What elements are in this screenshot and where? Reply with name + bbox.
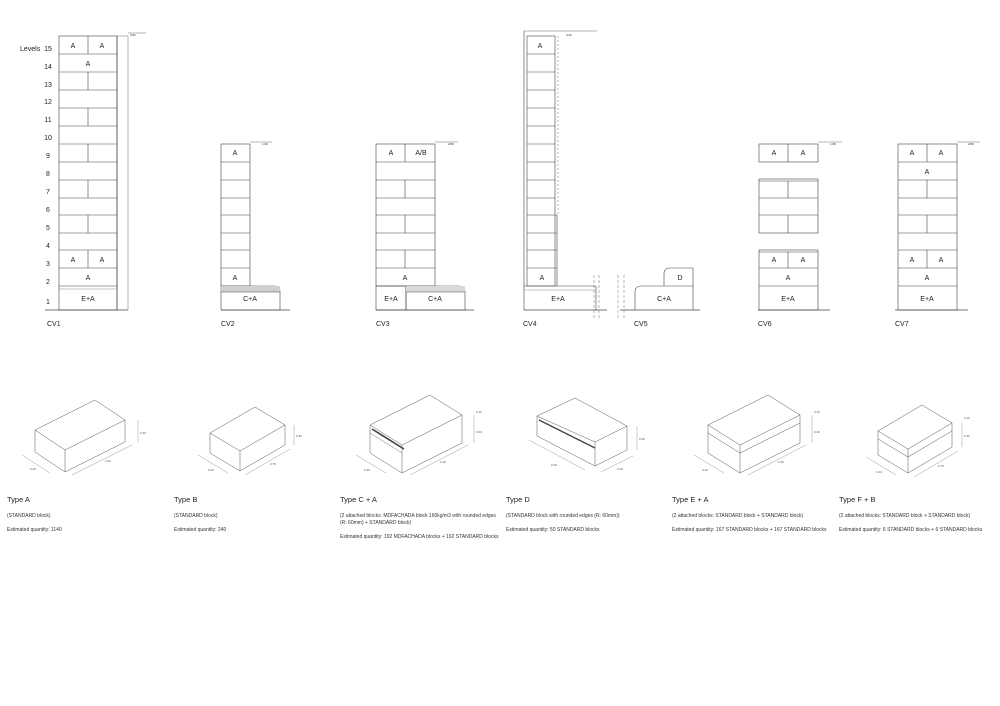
dimension-label: 0.40 [876, 470, 882, 474]
block-type-title: Type D [506, 495, 530, 504]
dimension-label: 0.30 [296, 434, 302, 438]
cell-label: A [85, 275, 91, 282]
elevation-drawing [0, 0, 1000, 340]
dimension-label: 0.10 [814, 410, 820, 414]
block-ea-drawing [678, 385, 828, 480]
cell-label: A [232, 275, 238, 282]
cell-label: A [924, 275, 930, 282]
cell-label: C+A [657, 296, 671, 303]
column-label: CV7 [895, 321, 909, 328]
cell-label: A [785, 275, 791, 282]
block-type-description: (2 attached blocks: STANDARD block + STANDARD block) [839, 513, 971, 519]
column-label: CV4 [523, 321, 537, 328]
level-number: 1 [46, 299, 50, 306]
cell-label: E+A [81, 296, 95, 303]
dimension-label: 0.40 [364, 468, 370, 472]
dimension-label: 0.40 [30, 467, 36, 471]
dimension-label: 0.10 [964, 416, 970, 420]
level-number: 9 [46, 153, 50, 160]
block-type-quantity: Estimated quantity: 6 STANDARD blocks + 6 STANDARD blocks [839, 527, 983, 533]
column-label: CV1 [47, 321, 61, 328]
block-fb-drawing [860, 395, 980, 480]
cell-label: A [99, 257, 105, 264]
cell-label: A [232, 150, 238, 157]
dimension-label: 0.75 [270, 462, 276, 466]
block-type-description: (2 attached blocks: MDFACHADA block 160kg/m3 with rounded edges (R: 60mm) + STANDARD block) [340, 513, 496, 526]
cell-label: A [938, 150, 944, 157]
cell-label: A [537, 43, 543, 50]
block-b-drawing [190, 395, 310, 480]
block-d-drawing [515, 390, 655, 480]
cell-label: A [99, 43, 105, 50]
column-cv2 [221, 142, 290, 310]
block-type-title: Type E + A [672, 495, 709, 504]
cell-label: A [924, 169, 930, 176]
level-number: 8 [46, 171, 50, 178]
dimension-label: 0.30 [964, 434, 970, 438]
level-number: 2 [46, 279, 50, 286]
top-marker: 2.80 [968, 142, 974, 146]
block-type-title: Type C + A [340, 495, 377, 504]
level-number: 3 [46, 261, 50, 268]
block-type-description: (STANDARD block) [174, 513, 218, 519]
cell-label: A [800, 150, 806, 157]
dimension-label: 0.40 [702, 468, 708, 472]
dimension-label: 0.10 [476, 410, 482, 414]
dimension-label: 1.00 [440, 460, 446, 464]
block-type-ea [672, 495, 832, 541]
block-type-quantity: Estimated quantity: 167 STANDARD blocks + 167 STANDARD blocks [672, 527, 827, 533]
dimension-label: 1.00 [105, 459, 111, 463]
level-number: 4 [46, 243, 50, 250]
level-number: 11 [44, 117, 52, 124]
dimension-label: 0.30 [814, 430, 820, 434]
block-type-title: Type F + B [839, 495, 876, 504]
level-number: 6 [46, 207, 50, 214]
cell-label: A/B [415, 150, 427, 157]
dimension-label: 0.30 [140, 431, 146, 435]
block-type-title: Type A [7, 495, 30, 504]
cell-label: C+A [428, 296, 442, 303]
cell-label: A [85, 61, 91, 68]
dimension-label: 0.30 [476, 430, 482, 434]
column-cv6 [758, 142, 842, 310]
dimension-label: 1.00 [778, 460, 784, 464]
level-number: 13 [44, 82, 52, 89]
block-ca-drawing [340, 385, 490, 480]
column-label: CV5 [634, 321, 648, 328]
block-type-quantity: Estimated quantity: 240 [174, 527, 227, 533]
cell-label: A [800, 257, 806, 264]
block-type-quantity: Estimated quantity: 192 MDFACHADA blocks + 192 STANDARD blocks [340, 534, 499, 540]
cell-label: C+A [243, 296, 257, 303]
level-number: 12 [44, 99, 52, 106]
cell-label: D [677, 275, 683, 282]
dimension-label: 1.00 [617, 467, 623, 471]
level-number: 15 [44, 46, 52, 53]
block-a-drawing [10, 390, 160, 480]
dimension-label: 0.40 [551, 463, 557, 467]
levels-title: Levels [20, 46, 41, 53]
level-number: 7 [46, 189, 50, 196]
block-type-a [7, 495, 167, 541]
block-type-fb [839, 495, 994, 541]
column-label: CV3 [376, 321, 390, 328]
dimension-label: 0.75 [938, 464, 944, 468]
column-cv1 [45, 33, 146, 310]
top-marker: 1.80 [830, 142, 836, 146]
block-type-ca [340, 495, 500, 548]
column-label: CV2 [221, 321, 235, 328]
cell-label: A [771, 150, 777, 157]
block-type-description: (STANDARD block with rounded edges (R: 60mm)) [506, 513, 620, 519]
block-type-b [174, 495, 334, 541]
top-marker: 1.00 [262, 142, 268, 146]
column-cv3 [376, 142, 474, 310]
column-label: CV6 [758, 321, 772, 328]
top-marker: 3.41 [566, 33, 572, 37]
level-number: 10 [44, 135, 52, 142]
level-number: 5 [46, 225, 50, 232]
cell-label: E+A [920, 296, 934, 303]
column-cv5 [620, 268, 700, 310]
cell-label: E+A [384, 296, 398, 303]
block-type-description: (2 attached blocks: STANDARD block + STANDARD block) [672, 513, 804, 519]
top-marker: 0.91 [130, 33, 136, 37]
dimension-label: 0.40 [208, 468, 214, 472]
cell-label: A [909, 257, 915, 264]
cell-label: E+A [551, 296, 565, 303]
cell-label: A [402, 275, 408, 282]
cell-label: A [70, 257, 76, 264]
block-type-description: (STANDARD block) [7, 513, 51, 519]
cell-label: A [771, 257, 777, 264]
cell-label: A [938, 257, 944, 264]
cell-label: A [909, 150, 915, 157]
block-type-title: Type B [174, 495, 198, 504]
column-cv7 [895, 142, 980, 310]
cell-label: E+A [781, 296, 795, 303]
dimension-label: 0.30 [639, 437, 645, 441]
cell-label: A [70, 43, 76, 50]
level-number: 14 [44, 64, 52, 71]
block-type-quantity: Estimated quantity: 50 STANDARD blocks [506, 527, 600, 533]
cell-label: A [539, 275, 545, 282]
cell-label: A [388, 150, 394, 157]
top-marker: 2.80 [448, 142, 454, 146]
block-type-quantity: Estimated quantity: 1140 [7, 527, 62, 533]
block-type-d [506, 495, 666, 541]
